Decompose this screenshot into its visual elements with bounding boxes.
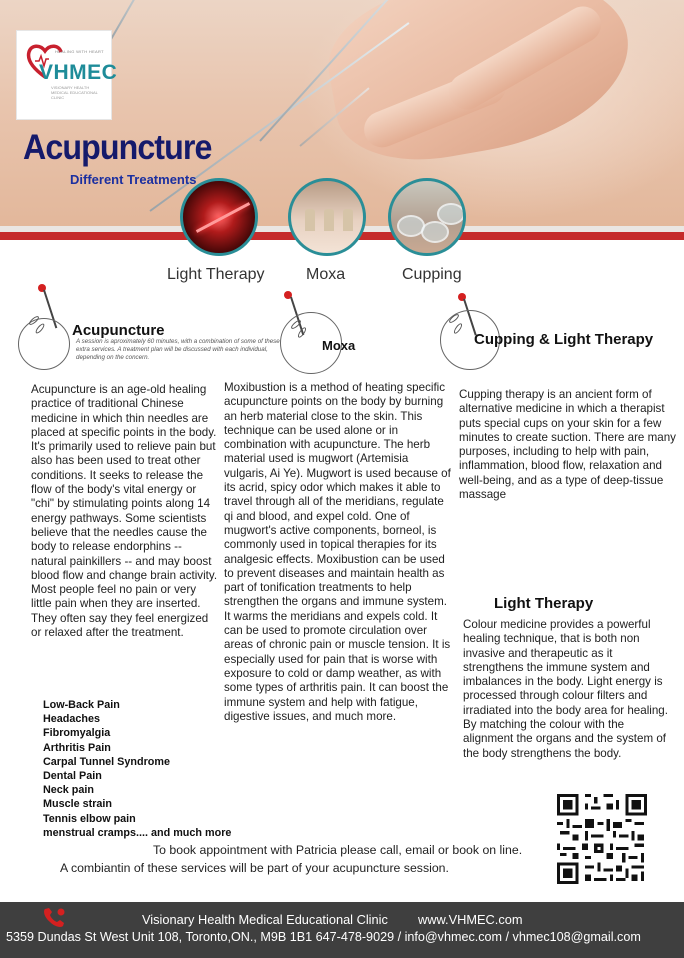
caption-cupping: Cupping <box>402 266 462 283</box>
combination-line: A combiantin of these services will be part of your acupuncture session. <box>60 861 449 875</box>
cupping-heading: Cupping & Light Therapy <box>474 331 654 348</box>
list-item: Muscle strain <box>43 798 113 811</box>
acupuncture-heading: Acupuncture <box>72 322 165 339</box>
logo-subtagline: VISIONARY HEALTH MEDICAL EDUCATIONAL CLINIC <box>51 85 98 100</box>
cupping-description: Cupping therapy is an ancient form of alternative medicine in which a therapist puts special cups on your skin for a few minutes to create suction. There are many purposes, including to help with pain, inflammation, blood flow, relaxation and well-being, and as a type of deep-tissue massage <box>459 388 676 502</box>
list-item: Neck pain <box>43 784 95 797</box>
page-subtitle: Different Treatments <box>70 172 197 187</box>
acupuncture-needle <box>109 0 161 42</box>
session-note: A session is aproximately 60 minutes, with a combination of some of these extra services. A treatment plan will be discussed with each individual, depending on the concern. <box>76 338 280 361</box>
list-item: Dental Pain <box>43 770 102 783</box>
logo-tagline: HEALING WITH HEART <box>55 49 104 54</box>
footer-website-link[interactable]: www.VHMEC.com <box>418 912 523 927</box>
list-item: Fibromyalgia <box>43 727 111 740</box>
cupping-photo <box>388 178 466 256</box>
light-therapy-heading: Light Therapy <box>494 595 594 612</box>
list-item: Tennis elbow pain <box>43 812 136 825</box>
acupuncture-body: Acupuncture is an age-old healing practice of traditional Chinese medicine in which thin needles are placed at specific points in the body. It's primarily used to relieve pain but also has been used to treat other conditions. It seeks to release the flow of the body's vital energy or "chi" by stimulating points along 14 energy pathways. Some scientists believe that the needles cause the body to release endorphins -- natural painkillers -- and may boost blood flow and change brain activity. <box>31 383 218 582</box>
caption-moxa: Moxa <box>306 266 346 283</box>
caption-light-therapy: Light Therapy <box>167 266 265 283</box>
light-therapy-description: Colour medicine provides a powerful healing technique, that is both non invasive and therapeutic as it strengthens the immune system and imbalances in the body. Light energy is processed through colour filters and irradiated into the body area for healing. By matching the colour with the alignment the organs and the system of the body strengthens the body. <box>463 618 668 760</box>
phone-icon[interactable] <box>42 907 66 929</box>
moxa-heading: Moxa <box>322 338 356 353</box>
footer-clinic-name: Visionary Health Medical Educational Clinic <box>142 912 388 927</box>
clinic-logo[interactable] <box>16 30 118 120</box>
moxa-description: Moxibustion is a method of heating specific acupuncture points on the body by burning an herb material close to the skin. This technique can be used alone or in combination with acupuncture. The herb material used is mugwort (Artemisia vulgaris, Ai Ye). Mugwort is used because of its acrid, spicy odor which makes it able to travel through all of the meridians, regulate qi and blood, and expel cold. One of mugwort's active components, borneol, is commonly used in topical therapies for its analgesic effects. Moxibustion can be used to prevent diseases and maintain health as part of tonification treatments to help strengthen the organs and immune system. It warms the meridians and expels cold. It can be used to promote circulation over areas of chronic pain or muscle tension. It is especially used for pain that is worse with exposure to cold or damp weather, as with some types of arthritis pain. It can boost the immune system and help with fatigue, digestive issues, and much more. <box>224 381 451 723</box>
list-item: Headaches <box>43 713 101 726</box>
acupuncture-description <box>31 383 219 640</box>
booking-line: To book appointment with Patricia please call, email or book on line. <box>153 843 523 857</box>
page-title: Acupuncture <box>23 128 212 167</box>
list-item: Arthritis Pain <box>43 741 111 754</box>
light-therapy-photo <box>180 178 258 256</box>
qr-code-icon[interactable] <box>557 794 647 884</box>
acupuncture-body-2: Most people feel no pain or very little pain when they are inserted. They often say they feel energized or relaxed after the treatment. <box>31 583 209 640</box>
list-item: menstrual cramps.... and much more <box>43 826 232 839</box>
logo-initials: VHMEC <box>39 61 118 84</box>
list-item: Low-Back Pain <box>43 699 120 711</box>
list-item: Carpal Tunnel Syndrome <box>43 755 170 768</box>
conditions-list <box>43 698 231 840</box>
footer-contact-info[interactable]: 5359 Dundas St West Unit 108, Toronto,ON., M9B 1B1 647-478-9029 / info@vhmec.com / vhmec108@gmail.com <box>6 930 641 944</box>
moxa-photo <box>288 178 366 256</box>
